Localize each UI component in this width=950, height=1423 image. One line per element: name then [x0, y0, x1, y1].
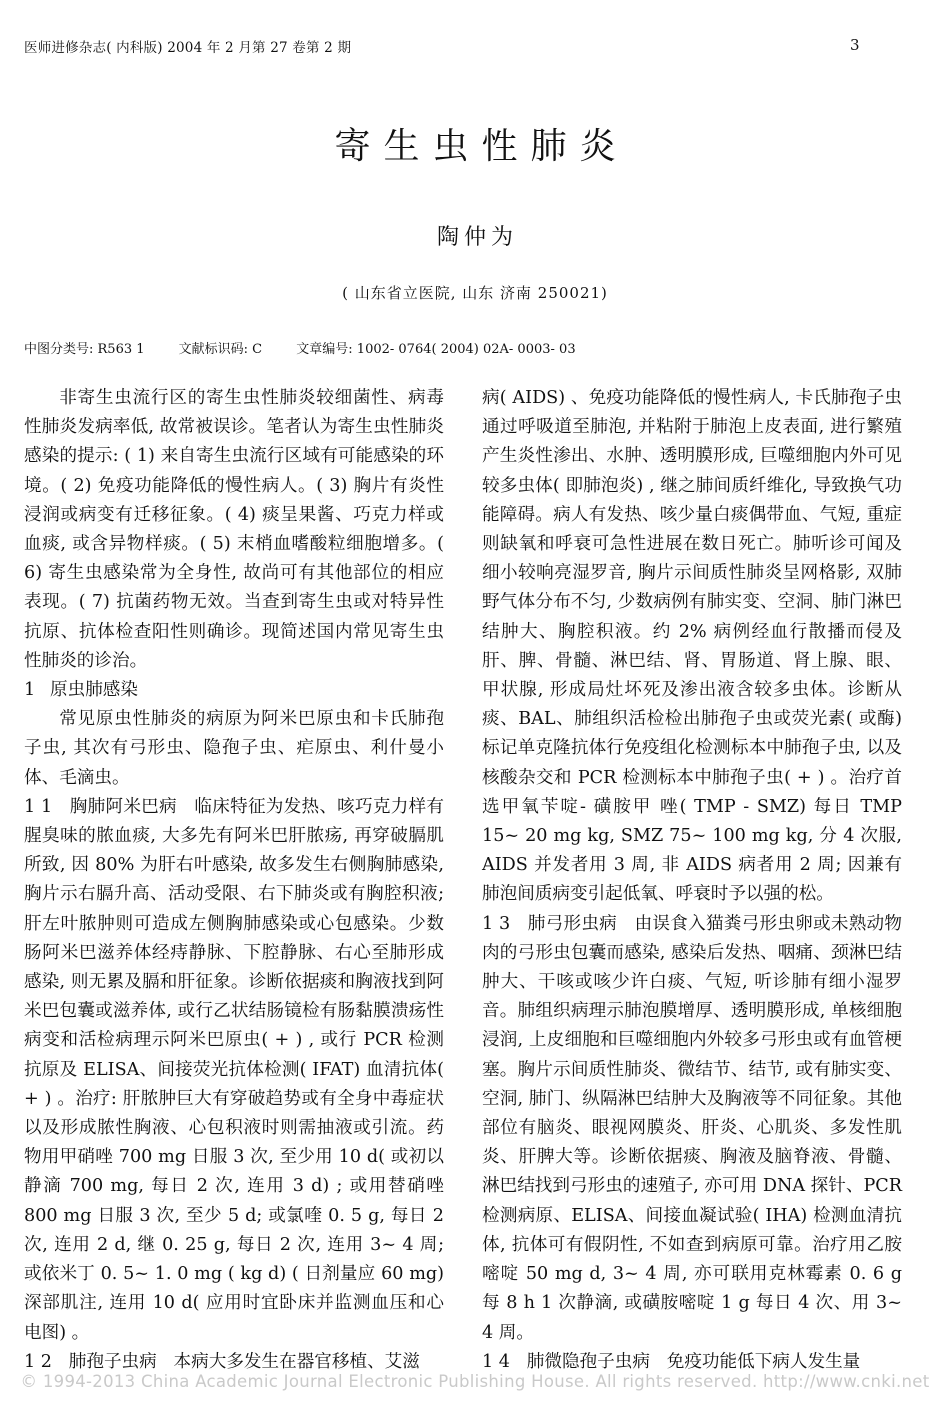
subsection-1-2-lead: 本病大多发生在器官移植、艾滋 — [173, 1351, 420, 1372]
right-column — [482, 384, 902, 1377]
article-title: 寄生虫性肺炎 — [334, 126, 629, 167]
subsection-1-4-number: 1 4 — [482, 1351, 510, 1372]
article-number: 文章编号: 1002- 0764( 2004) 02A- 0003- 03 — [296, 342, 576, 357]
subsection-1-4-title: 肺微隐孢子虫病 — [526, 1351, 650, 1372]
subsection-1-2-number: 1 2 — [24, 1351, 52, 1372]
subsection-1-1-title: 胸肺阿米巴病 — [69, 796, 177, 817]
subsection-1-1-text: 临床特征为发热、咳巧克力样有腥臭味的脓血痰, 大多先有阿米巴肝脓疡, 再穿破膈肌所致, 因 80% 为肝右叶感染, 故多发生右侧胸肺感染, 胸片示右膈升高、活动受限、右下肺炎或有胸腔积液; 肝左叶脓肿则可造成左侧胸肺感染或心包感染。少数肠阿米巴滋养体经痔静脉、下腔静脉、右心至肺形成感染, 则无累及膈和肝征象。诊断依据痰和胸液找到阿米巴包囊或滋养体, 或行乙状结肠镜检有肠黏膜溃疡性病变和活检病理示阿米巴原虫( + ) , 或行 PCR 检测抗原及 ELISA、间接荧光抗体检测( IFAT) 血清抗体( + ) 。治疗: 肝脓肿巨大有穿破趋势或有全身中毒症状以及形成脓性胸液、心包积液时则需抽液或引流。药物用甲硝唑 700 mg 日服 3 次, 至少用 10 d( 或初以静滴 700 mg, 每日 2 次, 连用 3 d) ; 或用替硝唑 800 mg 日服 3 次, 至少 5 d; 或氯喹 0. 5 g, 每日 2 次, 连用 2 d, 继 0. 25 g, 每日 2 次, 连用 3~ 4 周; 或依米丁 0. 5~ 1. 0 mg ( kg d) ( 日剂量应 60 mg) 深部肌注, 连用 10 d( 应用时宜卧床并监测血压和心电图) 。 — [24, 796, 444, 1343]
section-1-heading — [24, 676, 444, 705]
article-author: 陶仲为 — [436, 225, 518, 250]
copyright-footer: © 1994-2013 China Academic Journal Electronic Publishing House. All rights reserved. http://www.cnki.net — [20, 1372, 930, 1391]
subsection-1-3-title: 肺弓形虫病 — [527, 913, 618, 934]
section-1-title: 原虫肺感染 — [50, 680, 138, 701]
classification-number: 中图分类号: R563 1 — [24, 342, 145, 357]
subsection-1-3-text: 由误食入猫粪弓形虫卵或未熟动物肉的弓形虫包囊而感染, 感染后发热、咽痛、颈淋巴结肿大、干咳或咳少许白痰、气短, 听诊肺有细小湿罗音。肺组织病理示肺泡膜增厚、透明膜形成, 单核细胞浸润, 上皮细胞和巨噬细胞内外较多弓形虫或有血管梗塞。胸片示间质性肺炎、微结节、结节, 或有肺实变、空洞, 肺门、纵隔淋巴结肿大及胸液等不同征象。其他部位有脑炎、眼视网膜炎、肝炎、心肌炎、多发性肌炎、肝脾大等。诊断依据痰、胸液及脑脊液、骨髓、淋巴结找到弓形虫的速殖子, 亦可用 DNA 探针、PCR 检测病原、ELISA、间接血凝试验( IHA) 检测血清抗体, 抗体可有假阴性, 不如查到病原可靠。治疗用乙胺嘧啶 50 mg d, 3~ 4 周, 亦可联用克林霉素 0. 6 g 每 8 h 1 次静滴, 或磺胺嘧啶 1 g 每日 4 次、用 3~ 4 周。 — [482, 913, 902, 1343]
subsection-1-2-continued: 病( AIDS) 、免疫功能降低的慢性病人, 卡氏肺孢子虫通过呼吸道至肺泡, 并粘附于肺泡上皮表面, 进行繁殖产生炎性渗出、水肿、透明膜形成, 巨噬细胞内外可见较多虫体( 即肺泡炎) , 继之肺间质纤维化, 导致换气功能障碍。病人有发热、咳少量白痰偶带血、气短, 重症则缺氧和呼衰可急性进展在数日死亡。肺听诊可闻及细小较响亮湿罗音, 胸片示间质性肺炎呈网格影, 双肺野气体分布不匀, 少数病例有肺实变、空洞、肺门淋巴结肿大、胸腔积液。约 2% 病例经血行散播而侵及肝、脾、骨髓、淋巴结、肾、胃肠道、肾上腺、眼、甲状腺, 形成局灶坏死及渗出液含较多虫体。诊断从痰、BAL、肺组织活检检出肺孢子虫或荧光素( 或酶) 标记单克隆抗体行免疫组化检测标本中肺孢子虫, 以及核酸杂交和 PCR 检测标本中肺孢子虫( + ) 。治疗首选甲氧苄啶- 磺胺甲 唑( TMP - SMZ) 每日 TMP 15~ 20 mg kg, SMZ 75~ 100 mg kg, 分 4 次服, AIDS 并发者用 3 周, 非 AIDS 病者用 2 周; 因兼有肺泡间质病变引起低氧、呼衰时予以强的松。 — [482, 388, 902, 905]
intro-paragraph: 非寄生虫流行区的寄生虫性肺炎较细菌性、病毒性肺炎发病率低, 故常被误诊。笔者认为寄生虫性肺炎感染的提示: ( 1) 来自寄生虫流行区域有可能感染的环境。( 2) 免疫功能降低的慢性病人。( 3) 胸片有炎性浸润或病变有迁移征象。( 4) 痰呈果酱、巧克力样或血痰, 或含异物样痰。( 5) 末梢血嗜酸粒细胞增多。( 6) 寄生虫感染常为全身性, 故尚可有其他部位的相应表现。( 7) 抗菌药物无效。当查到寄生虫或对特异性抗原、抗体检查阳性则确诊。现简述国内常见寄生虫性肺炎的诊治。 — [24, 388, 444, 671]
subsection-1-4-lead: 免疫功能低下病人发生量 — [666, 1351, 861, 1372]
journal-header: 医师进修杂志( 内科版) 2004 年 2 月第 27 卷第 2 期 — [24, 40, 352, 56]
subsection-1-3 — [482, 910, 902, 1348]
subsection-1-1-number: 1 1 — [24, 796, 53, 817]
section-1-intro: 常见原虫性肺炎的病原为阿米巴原虫和卡氏肺孢子虫, 其次有弓形虫、隐孢子虫、疟原虫、利什曼小体、毛滴虫。 — [24, 709, 444, 788]
subsection-1-3-number: 1 3 — [482, 913, 511, 934]
page-number: 3 — [850, 36, 860, 54]
section-1-number: 1 — [24, 680, 36, 701]
document-code: 文献标识码: C — [178, 342, 263, 357]
author-affiliation: ( 山东省立医院, 山东 济南 250021) — [342, 284, 608, 302]
article-metadata — [24, 338, 606, 357]
left-column — [24, 384, 444, 1377]
subsection-1-1 — [24, 793, 444, 1348]
subsection-1-2-title: 肺孢子虫病 — [68, 1351, 157, 1372]
